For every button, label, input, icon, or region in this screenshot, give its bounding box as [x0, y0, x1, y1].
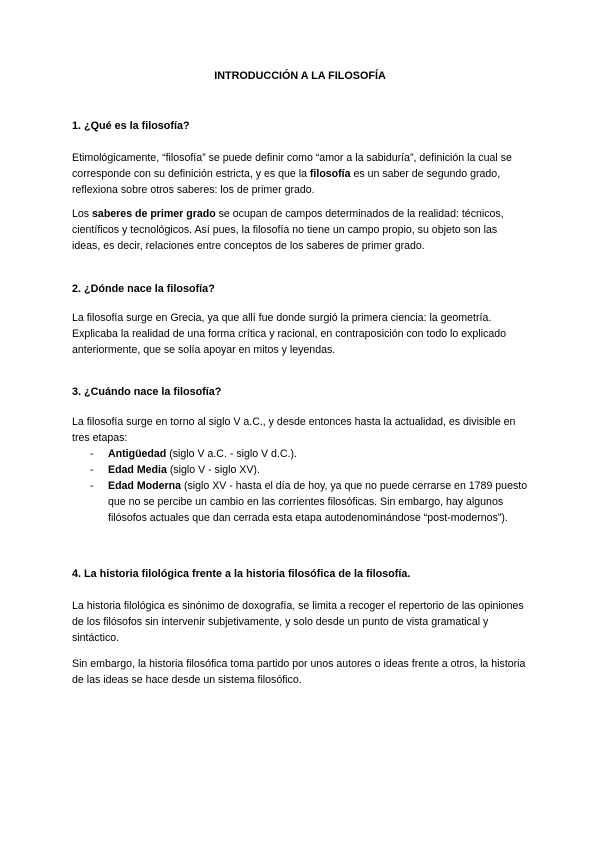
- document-title: INTRODUCCIÓN A LA FILOSOFÍA: [214, 70, 386, 82]
- list-item-term: Edad Media: [108, 464, 167, 476]
- section-3-heading: 3. ¿Cuándo nace la filosofía?: [72, 386, 222, 398]
- section-4-paragraph-1: La historia filológica es sinónimo de doxografía, se limita a recoger el repertorio de las opiniones de los filósofos sin intervenir subjetivamente, y solo desde un punto de vista gramatical y sintáctico.: [72, 600, 524, 644]
- stages-list: [90, 446, 530, 526]
- section-2-heading: 2. ¿Dónde nace la filosofía?: [72, 283, 215, 295]
- list-item: [90, 462, 530, 478]
- list-item-desc: (siglo V - siglo XV).: [166, 464, 260, 476]
- text-span: Los: [72, 208, 93, 220]
- section-1-heading: 1. ¿Qué es la filosofía?: [72, 120, 190, 132]
- section-2-paragraph-1: La filosofía surge en Grecia, ya que allí fue donde surgió la primera ciencia: la geometría. Explicaba la realidad de una forma crítica y racional, en contraposición con todo lo explicado anteriormente, que se solía apoyar en mitos y leyendas.: [72, 312, 507, 356]
- list-item-desc: (siglo XV - hasta el día de hoy, ya que no puede cerrarse en 1789 puesto que no se percibe un cambio en las corrientes filosóficas. Sin embargo, hay algunos filósofos actuales que dan cerrada esta etapa autodenominándose “post-modernos”).: [108, 480, 528, 524]
- list-item: [90, 446, 530, 462]
- section-3-intro: La filosofía surge en torno al siglo V a.C., y desde entonces hasta la actualidad, es divisible en tres etapas:: [72, 416, 516, 444]
- section-1-paragraph-2: [72, 206, 528, 254]
- list-item-term: Edad Moderna: [108, 480, 181, 492]
- list-item: [90, 478, 530, 526]
- section-4-paragraph-2: Sin embargo, la historia filosófica toma partido por unos autores o ideas frente a otros, la historia de las ideas se hace desde un sistema filosófico.: [72, 658, 526, 686]
- text-span: Etimológicamente, “filosofía” se puede definir como “amor a la sabiduría”, definición la cual se corresponde con su definición estricta, y es que la: [72, 152, 512, 180]
- section-4-heading: 4. La historia filológica frente a la historia filosófica de la filosofía.: [72, 568, 411, 580]
- list-item-term: Antigüedad: [108, 448, 167, 460]
- list-item-desc: (siglo V a.C. - siglo V d.C.).: [166, 448, 297, 460]
- text-span: es un saber de segundo grado, reflexiona sobre otros saberes: los de primer grado.: [72, 168, 501, 196]
- section-1-paragraph-1: [72, 150, 528, 198]
- bold-term: filosofía: [309, 168, 351, 180]
- bold-term: saberes de primer grado: [92, 208, 216, 220]
- text-span: se ocupan de campos determinados de la realidad: técnicos, científicos y tecnológicos. Así pues, la filosofía no tiene un campo propio, su objeto son las ideas, es decir, relaciones entre conceptos de los saberes de primer grado.: [72, 208, 504, 252]
